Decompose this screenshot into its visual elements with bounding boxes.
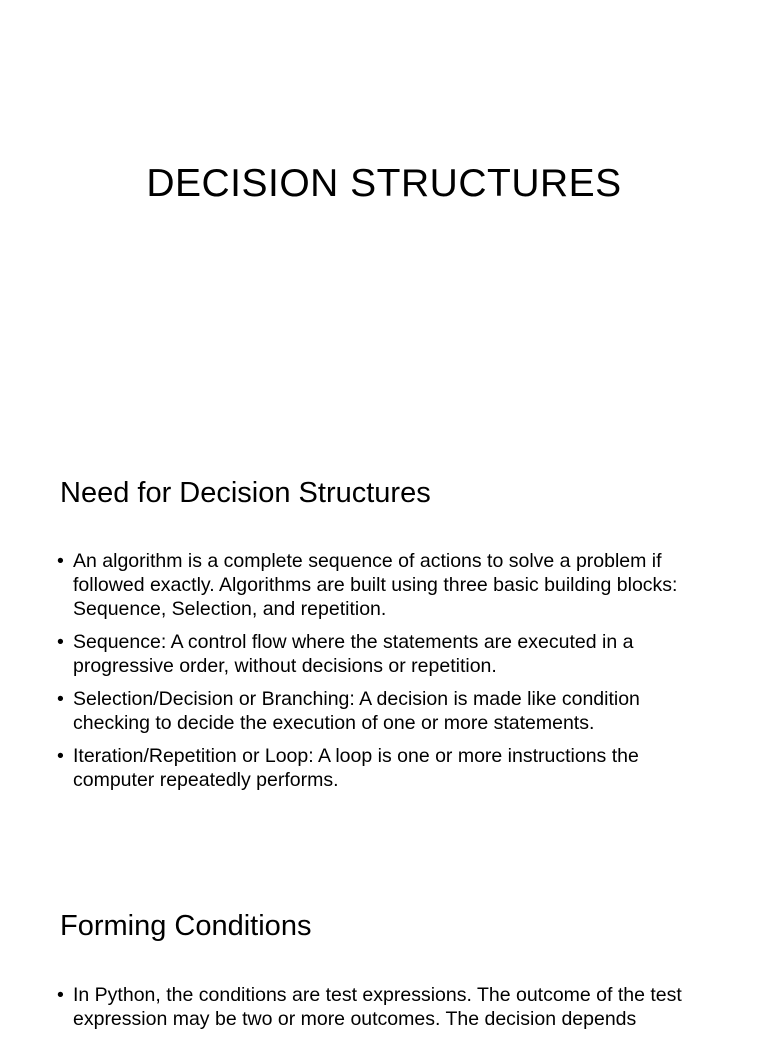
- bullet-dot-icon: •: [57, 631, 64, 653]
- bullet-dot-icon: •: [57, 745, 64, 767]
- slide-title-text: DECISION STRUCTURES: [146, 162, 622, 205]
- bullet-text: An algorithm is a complete sequence of actions to solve a problem if followed exactly. Algorithms are built using three basic building blocks: Sequence, Selection, and repetition.: [73, 550, 678, 620]
- bullet-dot-icon: •: [57, 984, 64, 1006]
- bullet-item: [57, 687, 717, 735]
- slide-forming-conditions: [0, 864, 768, 1030]
- bullet-item: [57, 549, 717, 621]
- slide-title: [0, 0, 768, 432]
- bullet-text: In Python, the conditions are test expressions. The outcome of the test expression may be two or more outcomes. The decision depends: [73, 984, 682, 1030]
- bullet-dot-icon: •: [57, 550, 64, 572]
- bullet-text: Sequence: A control flow where the statements are executed in a progressive order, without decisions or repetition.: [73, 631, 634, 677]
- bullet-list: [57, 983, 717, 1040]
- bullet-item: [57, 744, 717, 792]
- bullet-list: [57, 549, 717, 801]
- bullet-dot-icon: •: [57, 688, 64, 710]
- slide-heading: Need for Decision Structures: [60, 477, 431, 509]
- bullet-item: [57, 630, 717, 678]
- slide-need-for-decision-structures: [0, 432, 768, 864]
- slide-heading: Forming Conditions: [60, 910, 312, 942]
- bullet-text: Selection/Decision or Branching: A decision is made like condition checking to decide the execution of one or more statements.: [73, 688, 640, 734]
- bullet-text: Iteration/Repetition or Loop: A loop is one or more instructions the computer repeatedly performs.: [73, 745, 639, 791]
